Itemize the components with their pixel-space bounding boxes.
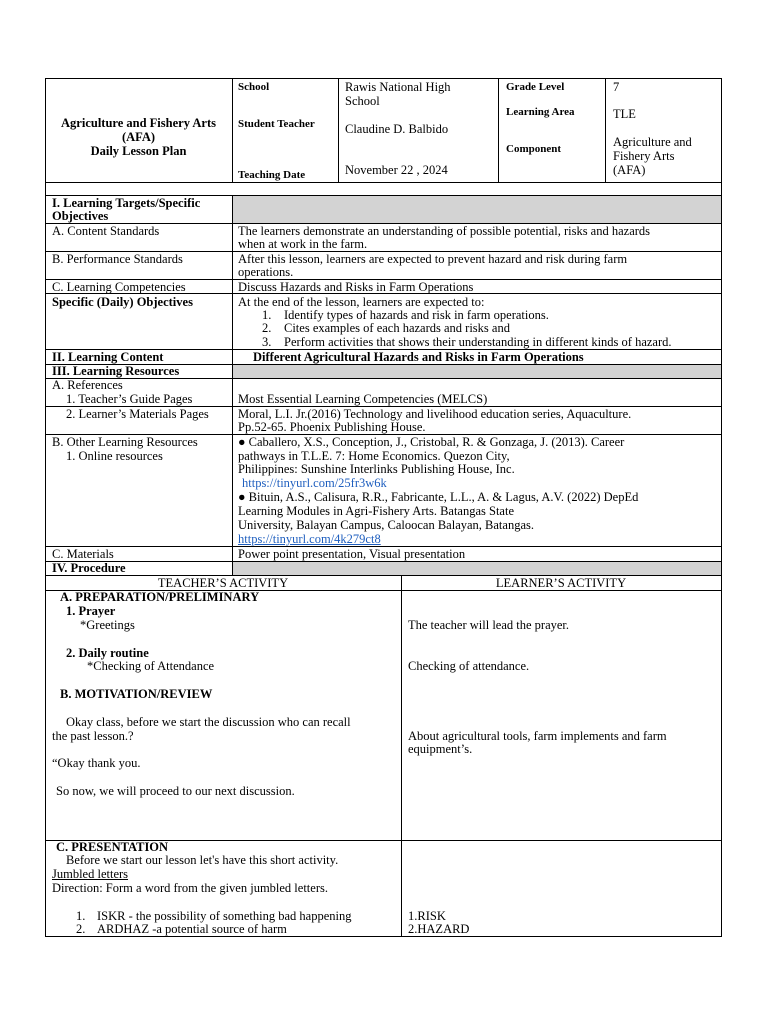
online-ref-line: University, Balayan Campus, Caloocan Balayan, Batangas. [238, 518, 534, 532]
content-standards-label: A. Content Standards [52, 224, 160, 238]
resources-band [232, 364, 721, 378]
motivation-heading: B. MOTIVATION/REVIEW [60, 687, 213, 701]
targets-band [232, 196, 721, 223]
procedure-heading: IV. Procedure [52, 561, 126, 575]
jumbled-item-answer: 1.RISK [408, 909, 446, 923]
student-teacher-value: Claudine D. Balbido [345, 122, 449, 136]
online-link-2[interactable]: https://tinyurl.com/4k279ct8 [238, 532, 381, 546]
other-resources-label: B. Other Learning Resources [52, 435, 198, 449]
motivation-learner-line1: About agricultural tools, farm implements and farm [408, 729, 667, 743]
routine-heading: 2. Daily routine [66, 646, 149, 660]
performance-standards-label: B. Performance Standards [52, 252, 183, 266]
teachers-guide-value: Most Essential Learning Competencies (MELCS) [238, 392, 488, 406]
motivation-line2: the past lesson.? [52, 729, 134, 743]
online-ref-line: ● Caballero, X.S., Conception, J., Cristobal, R. & Gonzaga, J. (2013). Career [238, 435, 625, 449]
objectives-intro: At the end of the lesson, learners are expected to: [238, 295, 485, 309]
online-ref-line: Learning Modules in Agri-Fishery Arts. Batangas State [238, 504, 515, 518]
objective-text: Perform activities that shows their understanding in different kinds of hazard. [284, 335, 672, 349]
proceed-text: So now, we will proceed to our next discussion. [56, 784, 295, 798]
prayer-item: *Greetings [80, 618, 135, 632]
teaching-date-label: Teaching Date [238, 169, 306, 181]
direction-text: Direction: Form a word from the given jumbled letters. [52, 881, 328, 895]
motivation-learner-line2: equipment’s. [408, 742, 473, 756]
teaching-date-value: November 22 , 2024 [345, 163, 448, 177]
references-label: A. References [52, 378, 123, 392]
materials-value: Power point presentation, Visual presentation [238, 547, 466, 561]
procedure-band [232, 561, 721, 575]
learners-materials-line2: Pp.52-65. Phoenix Publishing House. [238, 420, 426, 434]
component-value-line1: Agriculture and [613, 135, 692, 149]
objective-number: 2. [262, 321, 272, 335]
plan-title-line2: (AFA) [121, 130, 156, 144]
materials-label: C. Materials [52, 547, 114, 561]
motivation-line1: Okay class, before we start the discussion who can recall [66, 715, 351, 729]
presentation-intro: Before we start our lesson let's have this short activity. [66, 853, 339, 867]
competencies-label: C. Learning Competencies [52, 280, 186, 294]
routine-learner: Checking of attendance. [408, 659, 530, 673]
prayer-heading: 1. Prayer [66, 604, 116, 618]
jumbled-title: Jumbled letters [52, 867, 129, 881]
learning-area-value: TLE [613, 107, 636, 121]
objective-number: 3. [262, 335, 272, 349]
jumbled-item-number: 2. [76, 922, 86, 936]
teachers-guide-label: 1. Teacher’s Guide Pages [66, 392, 193, 406]
prep-heading: A. PREPARATION/PRELIMINARY [60, 590, 260, 604]
presentation-heading: C. PRESENTATION [56, 840, 169, 854]
grade-level-value: 7 [613, 80, 620, 94]
content-standards-line1: The learners demonstrate an understanding of possible potential, risks and hazards [238, 224, 651, 238]
plan-title-line3: Daily Lesson Plan [90, 144, 187, 158]
targets-heading-line1: I. Learning Targets/Specific [52, 196, 201, 210]
prayer-learner: The teacher will lead the prayer. [408, 618, 570, 632]
content-value: Different Agricultural Hazards and Risks in Farm Operations [253, 350, 584, 364]
online-resources-label: 1. Online resources [66, 449, 163, 463]
performance-standards-line1: After this lesson, learners are expected to prevent hazard and risk during farm [238, 252, 628, 266]
performance-standards-line2: operations. [238, 265, 294, 279]
plan-title-line1: Agriculture and Fishery Arts [61, 116, 216, 130]
component-value-line2: Fishery Arts [613, 149, 675, 163]
school-value-line2: School [345, 94, 380, 108]
resources-heading: III. Learning Resources [52, 364, 180, 378]
online-link-1[interactable]: https://tinyurl.com/25fr3w6k [242, 476, 387, 490]
online-ref-line: Philippines: Sunshine Interlinks Publishing House, Inc. [238, 462, 515, 476]
teacher-activity-header: TEACHER’S ACTIVITY [157, 576, 289, 590]
thanks-text: “Okay thank you. [52, 756, 141, 770]
learners-materials-label: 2. Learner’s Materials Pages [66, 407, 209, 421]
learner-activity-header: LEARNER’S ACTIVITY [495, 576, 627, 590]
jumbled-item-number: 1. [76, 909, 86, 923]
school-value-line1: Rawis National High [345, 80, 451, 94]
content-standards-line2: when at work in the farm. [238, 237, 368, 251]
online-ref-line: pathways in T.L.E. 7: Home Economics. Quezon City, [238, 449, 510, 463]
targets-heading-line2: Objectives [52, 209, 109, 223]
jumbled-item-text: ISKR - the possibility of something bad happening [97, 909, 352, 923]
component-label: Component [506, 143, 562, 155]
component-value-line3: (AFA) [613, 163, 646, 177]
jumbled-item-answer: 2.HAZARD [408, 922, 470, 936]
objective-number: 1. [262, 308, 272, 322]
online-ref-line: ● Bituin, A.S., Calisura, R.R., Fabricante, L.L., A. & Lagus, A.V. (2022) DepEd [238, 490, 639, 504]
objectives-label: Specific (Daily) Objectives [52, 295, 193, 309]
routine-item: *Checking of Attendance [87, 659, 215, 673]
objective-text: Identify types of hazards and risk in farm operations. [284, 308, 549, 322]
school-label: School [238, 81, 270, 93]
jumbled-item-text: ARDHAZ -a potential source of harm [97, 922, 287, 936]
competencies-value: Discuss Hazards and Risks in Farm Operations [238, 280, 474, 294]
student-teacher-label: Student Teacher [238, 118, 315, 130]
grade-level-label: Grade Level [506, 81, 565, 93]
learners-materials-line1: Moral, L.I. Jr.(2016) Technology and livelihood education series, Aquaculture. [238, 407, 632, 421]
content-heading: II. Learning Content [52, 350, 164, 364]
learning-area-label: Learning Area [506, 106, 575, 118]
objective-text: Cites examples of each hazards and risks and [284, 321, 510, 335]
